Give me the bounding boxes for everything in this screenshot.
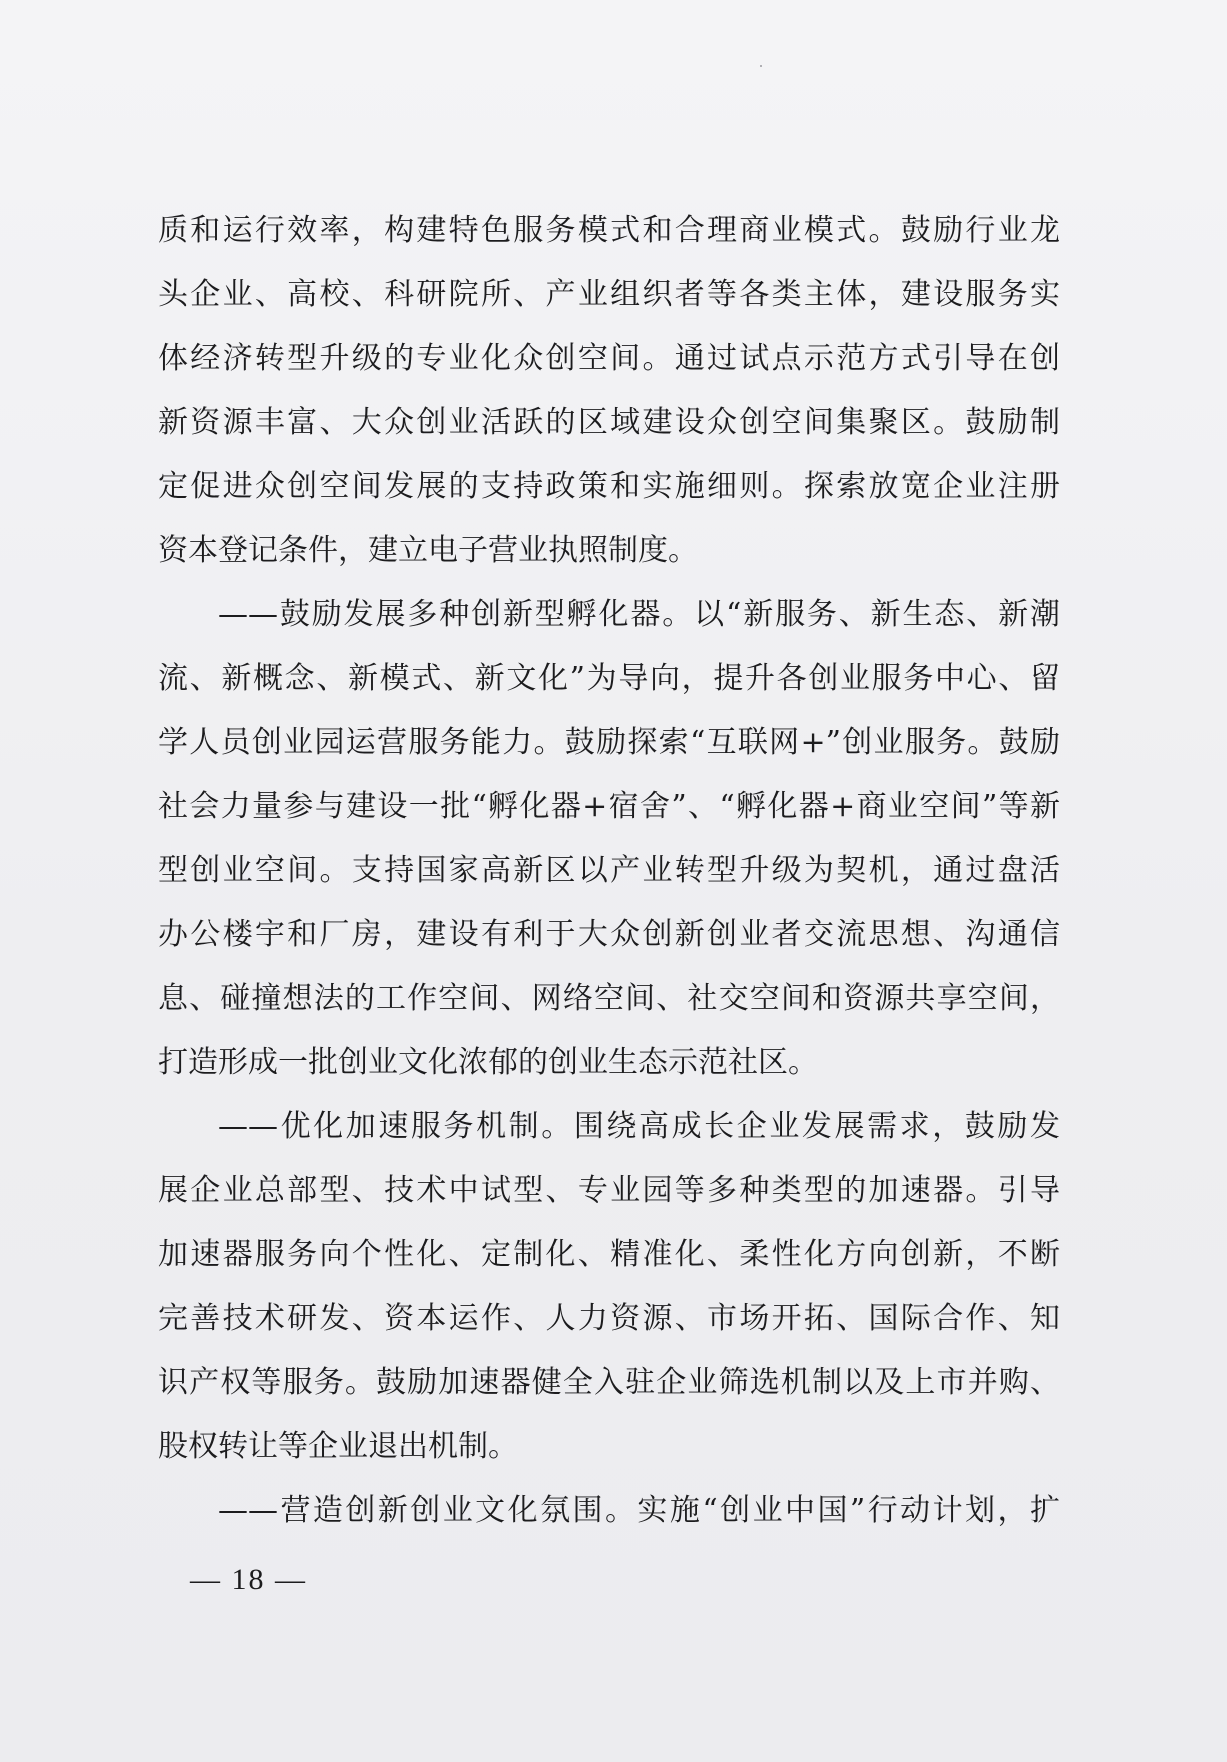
paragraph-first-line: ——鼓励发展多种创新型孵化器。以“新服务、新生态、新潮 — [218, 597, 1060, 632]
text-line: 型创业空间。支持国家高新区以产业转型升级为契机，通过盘活 — [158, 853, 1060, 888]
text-line: 社会力量参与建设一批“孵化器+宿舍”、“孵化器+商业空间”等新 — [158, 789, 1060, 824]
text-line: 息、碰撞想法的工作空间、网络空间、社交空间和资源共享空间， — [158, 981, 1060, 1016]
text-line: 新资源丰富、大众创业活跃的区域建设众创空间集聚区。鼓励制 — [158, 405, 1060, 440]
page-number: — 18 — — [190, 1563, 307, 1596]
text-line: 定促进众创空间发展的支持政策和实施细则。探索放宽企业注册 — [158, 469, 1060, 504]
text-line: 体经济转型升级的专业化众创空间。通过试点示范方式引导在创 — [158, 341, 1060, 376]
paragraph-first-line: ——营造创新创业文化氛围。实施“创业中国”行动计划，扩 — [218, 1493, 1060, 1528]
scan-speck — [760, 65, 762, 67]
text-line: 展企业总部型、技术中试型、专业园等多种类型的加速器。引导 — [158, 1173, 1060, 1208]
text-line: 完善技术研发、资本运作、人力资源、市场开拓、国际合作、知 — [158, 1301, 1060, 1336]
text-line: 质和运行效率，构建特色服务模式和合理商业模式。鼓励行业龙 — [158, 213, 1060, 248]
text-line: 加速器服务向个性化、定制化、精准化、柔性化方向创新，不断 — [158, 1237, 1060, 1272]
text-line: 打造形成一批创业文化浓郁的创业生态示范社区。 — [158, 1045, 818, 1080]
text-line: 股权转让等企业退出机制。 — [158, 1429, 518, 1464]
text-line: 流、新概念、新模式、新文化”为导向，提升各创业服务中心、留 — [158, 661, 1060, 696]
text-line: 识产权等服务。鼓励加速器健全入驻企业筛选机制以及上市并购、 — [158, 1365, 1060, 1400]
text-line: 学人员创业园运营服务能力。鼓励探索“互联网+”创业服务。鼓励 — [158, 725, 1060, 760]
text-line: 资本登记条件，建立电子营业执照制度。 — [158, 533, 698, 568]
text-line: 办公楼宇和厂房，建设有利于大众创新创业者交流思想、沟通信 — [158, 917, 1060, 952]
text-line: 头企业、高校、科研院所、产业组织者等各类主体，建设服务实 — [158, 277, 1060, 312]
paragraph-first-line: ——优化加速服务机制。围绕高成长企业发展需求，鼓励发 — [218, 1109, 1060, 1144]
